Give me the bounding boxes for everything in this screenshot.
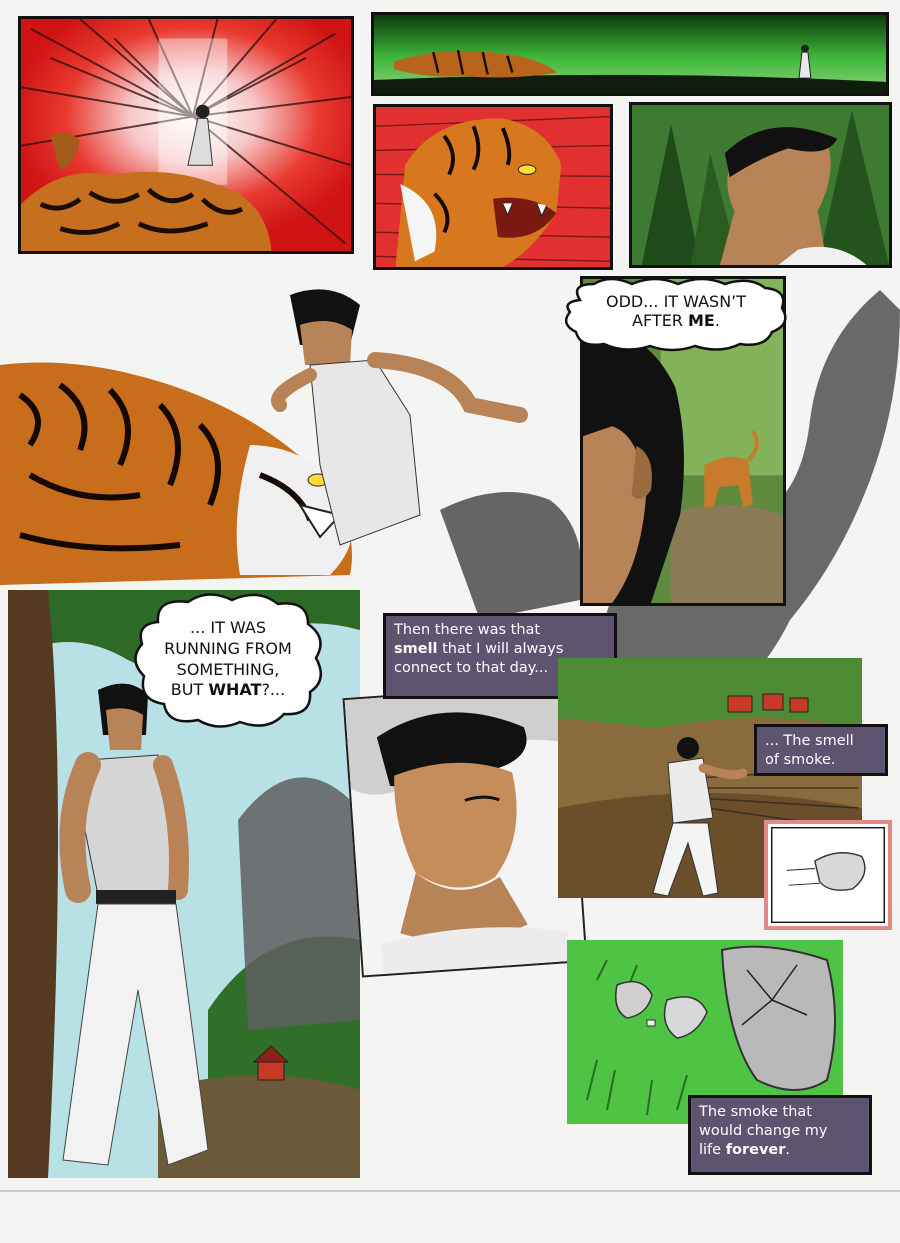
panel-tiger-roar	[373, 104, 613, 270]
hero-forest-art	[632, 105, 889, 265]
hero-smell-art	[345, 685, 586, 976]
caption-smoke-line-1: ... The smell	[765, 733, 854, 749]
bubble-running-emphasis: WHAT	[208, 680, 262, 700]
caption-smell-emphasis: smell	[394, 640, 438, 657]
tiger-roar-art	[376, 107, 610, 267]
panel-rock-inset	[764, 820, 892, 930]
bubble-running-line-1: ... IT WAS	[190, 618, 266, 637]
speech-bubble-running	[128, 592, 328, 732]
caption-smell-line-3: connect to that day...	[394, 659, 549, 676]
green-chase-art	[374, 15, 886, 93]
bubble-odd-emphasis: ME	[688, 311, 715, 331]
caption-smoke-line-2: of smoke.	[765, 751, 836, 768]
caption-smell-line-1: Then there was that	[394, 622, 541, 638]
caption-forever-line-3-end: .	[785, 1141, 791, 1158]
bubble-running-line-4-end: ?...	[261, 680, 286, 700]
caption-forever-line-3-text: life	[699, 1141, 726, 1158]
panel-hero-smell	[343, 682, 588, 977]
caption-forever-line-2: would change my	[699, 1122, 828, 1139]
panel-hero-forest	[629, 102, 892, 268]
panel-tiger-leap-red	[18, 16, 354, 254]
bubble-running-line-3: SOMETHING,	[176, 659, 280, 679]
caption-forever-line-1: The smoke that	[699, 1104, 812, 1120]
red-burst-art	[21, 19, 351, 251]
caption-smell-line-2-text: that I will always	[437, 640, 564, 657]
panel-tiger-chase-green	[371, 12, 889, 96]
bubble-odd-line-1: ODD... IT WASN’T	[605, 292, 747, 311]
bubble-running-line-2: RUNNING FROM	[164, 638, 292, 658]
caption-forever-line-3	[699, 1141, 861, 1160]
bubble-odd-line-2	[560, 311, 792, 330]
caption-smoke	[754, 724, 888, 776]
page-bottom-rule	[0, 1190, 900, 1192]
caption-forever-emphasis: forever	[725, 1141, 786, 1158]
rock-inset-art	[768, 824, 888, 926]
caption-forever	[688, 1095, 872, 1175]
bubble-running-line-4-text: BUT	[170, 680, 209, 700]
caption-smell-line-2	[394, 640, 606, 659]
speech-bubble-odd	[560, 276, 792, 354]
bubble-odd-line-2-end: .	[714, 311, 720, 331]
bubble-odd-line-2-text: AFTER	[632, 311, 688, 331]
bubble-running-line-4	[128, 680, 328, 701]
